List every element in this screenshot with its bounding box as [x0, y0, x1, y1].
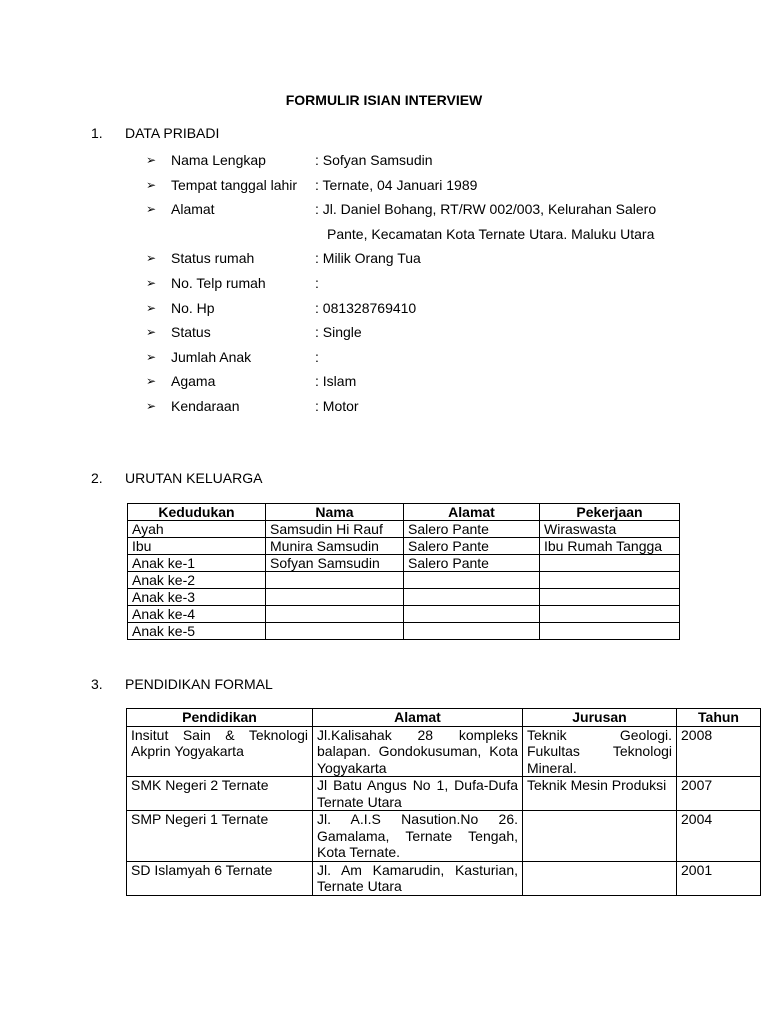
table-cell [266, 572, 404, 589]
section-data-pribadi-heading [91, 125, 219, 141]
field-value: : 081328769410 [315, 299, 417, 316]
table-cell: Anak ke-3 [128, 589, 266, 606]
table-cell: 2008 [677, 726, 761, 777]
field-value: : Single [315, 324, 362, 341]
table-cell: Salero Pante [404, 555, 540, 572]
field-label: Nama Lengkap [171, 152, 266, 168]
table-row [127, 777, 761, 811]
table-cell: Insitut Sain & Teknologi Akprin Yogyakarta [127, 726, 313, 777]
column-header: Pekerjaan [540, 504, 680, 521]
table-row [128, 521, 680, 538]
table-cell: Ibu Rumah Tangga [540, 538, 680, 555]
section-urutan-keluarga-heading [91, 470, 262, 486]
table-cell: Munira Samsudin [266, 538, 404, 555]
table-cell: Jl Batu Angus No 1, Dufa-Dufa Ternate Utara [313, 777, 523, 811]
arrowhead-bullet-icon: ➢ [146, 300, 157, 315]
section-number: 2. [91, 470, 103, 486]
field-value: : [315, 274, 319, 291]
table-cell [404, 606, 540, 623]
family-table [127, 503, 680, 640]
section-title: PENDIDIKAN FORMAL [125, 676, 273, 692]
table-cell: Ibu [128, 538, 266, 555]
field-value: : [315, 348, 319, 365]
column-header: Pendidikan [127, 709, 313, 727]
arrowhead-bullet-icon: ➢ [146, 251, 157, 266]
section-number: 3. [91, 676, 103, 692]
section-title: DATA PRIBADI [125, 125, 220, 141]
field-row [146, 322, 706, 347]
table-cell [266, 623, 404, 640]
field-value: : Motor [315, 397, 359, 414]
arrowhead-bullet-icon: ➢ [146, 374, 157, 389]
table-cell [540, 572, 680, 589]
arrowhead-bullet-icon: ➢ [146, 275, 157, 290]
field-value: : Islam [315, 373, 357, 390]
field-row [146, 298, 706, 323]
field-label: Jumlah Anak [171, 348, 252, 365]
field-value: : Milik Orang Tua [315, 250, 421, 267]
table-cell: Anak ke-4 [128, 606, 266, 623]
table-cell [523, 811, 677, 862]
arrowhead-bullet-icon: ➢ [146, 153, 157, 167]
table-cell: Salero Pante [404, 538, 540, 555]
table-cell: Teknik Geologi. Fukultas Teknologi Mineral. [523, 726, 677, 777]
table-row [128, 538, 680, 555]
table-cell [540, 606, 680, 623]
arrowhead-bullet-icon: ➢ [146, 177, 157, 192]
page-title: FORMULIR ISIAN INTERVIEW [285, 92, 483, 108]
table-row [128, 623, 680, 640]
table-cell [404, 589, 540, 606]
field-row [146, 371, 706, 396]
field-label: Alamat [171, 201, 215, 218]
field-label: Status [171, 324, 211, 341]
field-label: No. Telp rumah [171, 274, 266, 291]
field-row [146, 396, 706, 421]
table-cell: Jl.Kalisahak 28 kompleks balapan. Gondokusuman, Kota Yogyakarta [313, 726, 523, 777]
field-label: Kendaraan [171, 397, 240, 414]
table-cell: Samsudin Hi Rauf [266, 521, 404, 538]
arrowhead-bullet-icon: ➢ [146, 325, 157, 340]
column-header: Alamat [313, 709, 523, 727]
column-header: Alamat [404, 504, 540, 521]
table-cell: Sofyan Samsudin [266, 555, 404, 572]
section-number: 1. [91, 125, 103, 141]
table-cell: 2007 [677, 777, 761, 811]
column-header: Kedudukan [128, 504, 266, 521]
field-value-continued: Pante, Kecamatan Kota Ternate Utara. Maluku Utara [327, 225, 655, 242]
table-cell: Jl. Am Kamarudin, Kasturian, Ternate Utara [313, 861, 523, 895]
table-cell: Anak ke-2 [128, 572, 266, 589]
table-row [128, 572, 680, 589]
column-header: Jurusan [523, 709, 677, 727]
table-cell: Salero Pante [404, 521, 540, 538]
table-cell: 2001 [677, 861, 761, 895]
section-pendidikan-formal-heading [91, 676, 273, 692]
arrowhead-bullet-icon: ➢ [146, 349, 157, 364]
table-cell: Teknik Mesin Produksi [523, 777, 677, 811]
table-cell: SMP Negeri 1 Ternate [127, 811, 313, 862]
table-row [127, 726, 761, 777]
column-header: Tahun [677, 709, 761, 727]
table-cell [266, 589, 404, 606]
table-header-row [127, 709, 761, 727]
table-cell [404, 572, 540, 589]
table-row [127, 861, 761, 895]
table-cell [523, 861, 677, 895]
arrowhead-bullet-icon: ➢ [146, 202, 157, 217]
table-cell: Anak ke-1 [128, 555, 266, 572]
table-cell [540, 589, 680, 606]
field-value: : Jl. Daniel Bohang, RT/RW 002/003, Kelurahan Salero [315, 201, 657, 218]
table-cell: Wiraswasta [540, 521, 680, 538]
table-cell: 2004 [677, 811, 761, 862]
field-label: Status rumah [171, 250, 255, 267]
table-cell [540, 623, 680, 640]
table-header-row [128, 504, 680, 521]
field-label: No. Hp [171, 299, 215, 316]
field-row [146, 199, 706, 248]
table-cell [404, 623, 540, 640]
table-row [128, 555, 680, 572]
table-cell: Anak ke-5 [128, 623, 266, 640]
field-label: Tempat tanggal lahir [171, 176, 298, 193]
field-row [146, 347, 706, 372]
table-cell: SD Islamyah 6 Ternate [127, 861, 313, 895]
field-row [146, 175, 706, 200]
field-row [146, 273, 706, 298]
personal-data-list [146, 150, 706, 421]
table-row [128, 606, 680, 623]
table-cell [540, 555, 680, 572]
table-cell: SMK Negeri 2 Ternate [127, 777, 313, 811]
field-label: Agama [171, 373, 216, 390]
field-value: : Ternate, 04 Januari 1989 [315, 176, 478, 193]
arrowhead-bullet-icon: ➢ [146, 398, 157, 413]
column-header: Nama [266, 504, 404, 521]
field-row [146, 150, 706, 175]
table-row [127, 811, 761, 862]
table-row [128, 589, 680, 606]
table-cell [266, 606, 404, 623]
section-title: URUTAN KELUARGA [125, 470, 263, 486]
field-row [146, 248, 706, 273]
field-value: : Sofyan Samsudin [315, 152, 433, 168]
table-cell: Ayah [128, 521, 266, 538]
education-table [126, 708, 761, 896]
table-cell: Jl. A.I.S Nasution.No 26. Gamalama, Ternate Tengah, Kota Ternate. [313, 811, 523, 862]
